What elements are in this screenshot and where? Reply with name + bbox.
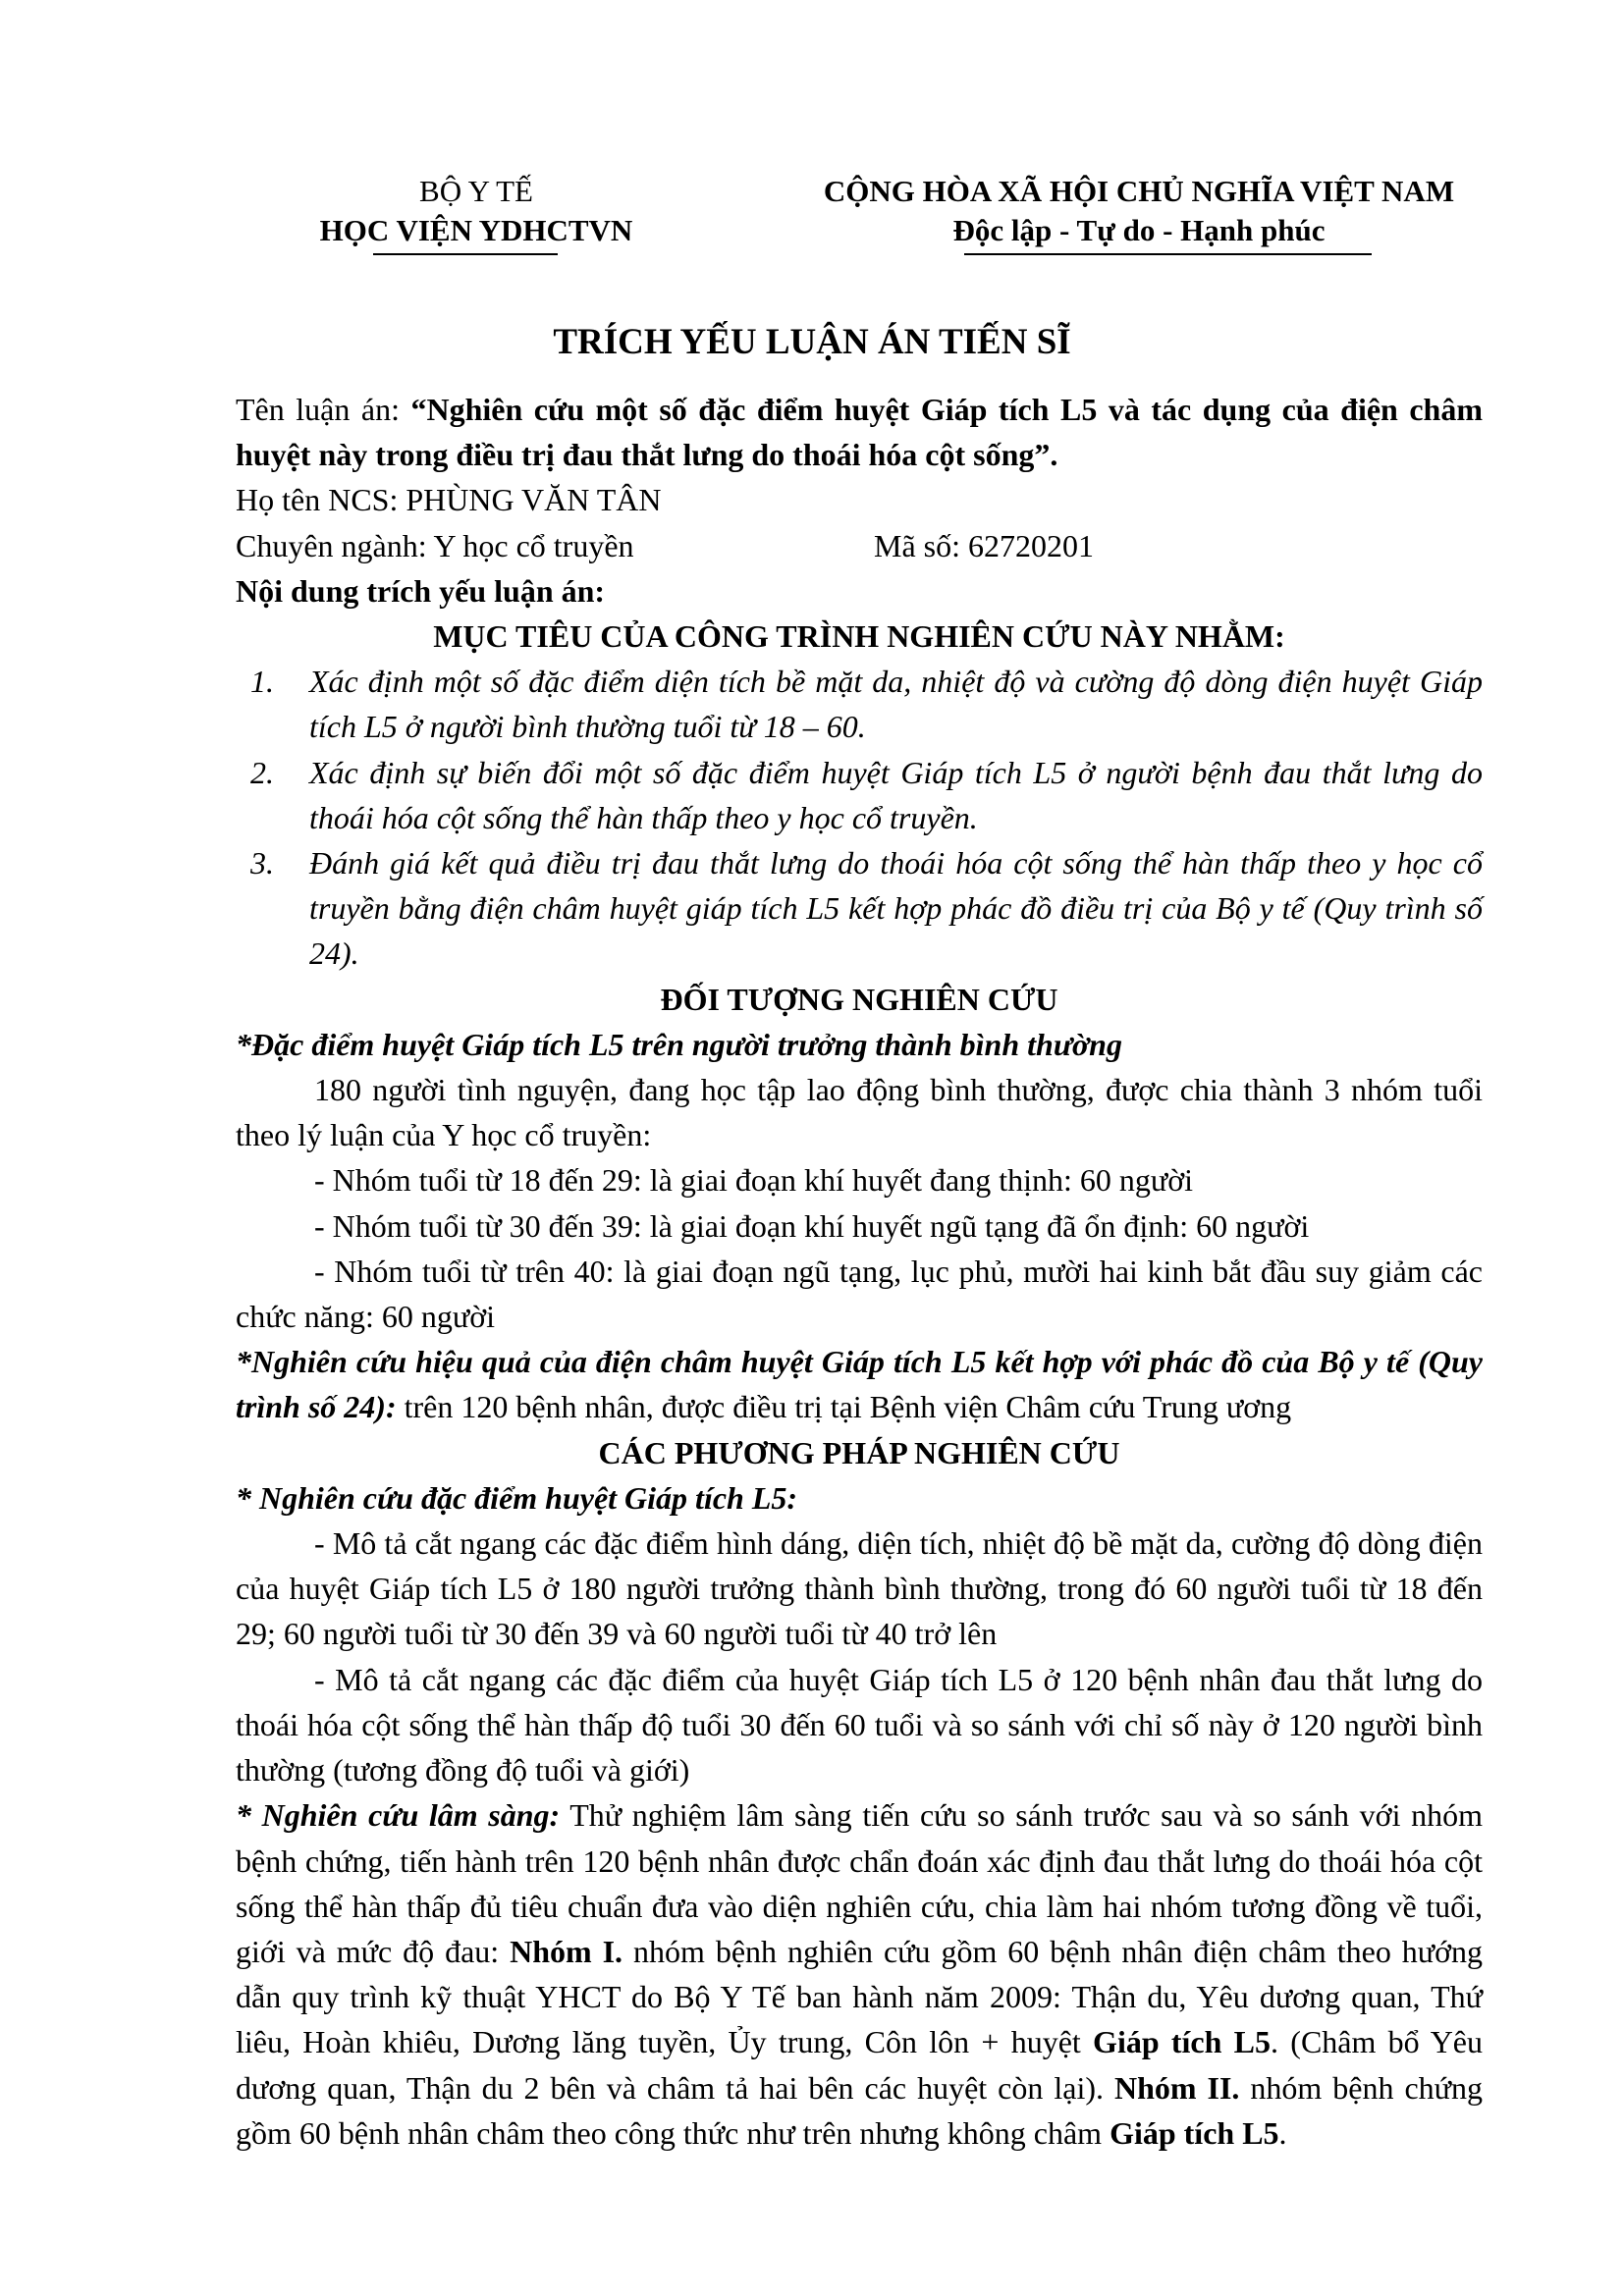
document-title: TRÍCH YẾU LUẬN ÁN TIẾN SĨ xyxy=(553,322,1071,362)
objectives-heading: MỤC TIÊU CỦA CÔNG TRÌNH NGHIÊN CỨU NÀY NHẰM: xyxy=(433,618,1285,655)
methods-clinical-paragraph xyxy=(236,1792,1483,2156)
major-line: Chuyên ngành: Y học cổ truyền xyxy=(236,527,634,563)
subjects-sub2-text: trên 120 bệnh nhân, được điều trị tại Bệnh viện Châm cứu Trung ương xyxy=(396,1389,1292,1425)
national-motto: Độc lập - Tự do - Hạnh phúc xyxy=(952,213,1326,247)
objective-number: 1. xyxy=(250,664,274,700)
institute-name: HỌC VIỆN YDHCTVN xyxy=(319,213,633,247)
acupoint-label: Giáp tích L5 xyxy=(1093,2024,1272,2060)
subjects-heading: ĐỐI TƯỢNG NGHIÊN CỨU xyxy=(660,981,1058,1017)
group-2-label: Nhóm II. xyxy=(1113,2069,1240,2106)
ministry-name: BỘ Y TẾ xyxy=(419,174,533,208)
content-label: Nội dung trích yếu luận án: xyxy=(236,572,606,609)
objective-text: Đánh giá kết quả điều trị đau thắt lưng do thoái hóa cột sống thể hàn thấp theo y học cổ truyền bằng điện châm huyệt giáp tích L5 kết hợp phác đồ điều trị của Bộ y tế (Quy trình số 24). xyxy=(309,845,1483,972)
methods-heading: CÁC PHƯƠNG PHÁP NGHIÊN CỨU xyxy=(598,1434,1120,1470)
subjects-p1: 180 người tình nguyện, đang học tập lao động bình thường, được chia thành 3 nhóm tuổi theo lý luận của Y học cổ truyền: xyxy=(236,1072,1483,1153)
objective-number: 3. xyxy=(250,845,274,881)
header-right xyxy=(746,172,1532,250)
group-1: - Nhóm tuổi từ 18 đến 29: là giai đoạn khí huyết đang thịnh: 60 người xyxy=(314,1162,1194,1199)
clinical-text-a: Thử nghiệm lâm sàng tiến cứu so sánh trước sau và so sánh với nhóm bệnh chứng, tiến hành trên 120 bệnh nhân được chẩn đoán xác định đau thắt lưng do thoái hóa cột sống thể hàn thấp đủ tiêu chuẩn đưa vào diện nghiên cứu, chia làm hai nhóm tương đồng về tuổi, giới và mức độ đau: xyxy=(236,1797,1484,1969)
header-left xyxy=(280,172,673,250)
clinical-text-d: nhóm bệnh chứng gồm 60 bệnh nhân châm theo công thức như trên nhưng không châm xyxy=(236,2069,1484,2151)
objective-text: Xác định sự biến đổi một số đặc điểm huyệt Giáp tích L5 ở người bệnh đau thắt lưng do thoái hóa cột sống thể hàn thấp theo y học cổ truyền. xyxy=(309,754,1483,835)
thesis-name-value: “Nghiên cứu một số đặc điểm huyệt Giáp tích L5 và tác dụng của điện châm huyệt này trong điều trị đau thắt lưng do thoái hóa cột sống”. xyxy=(236,392,1484,473)
subjects-sub2-label: *Nghiên cứu hiệu quả của điện châm huyệt Giáp tích L5 kết hợp với phác đồ của Bộ y tế (Quy trình số 24): xyxy=(236,1344,1483,1425)
major-row xyxy=(236,523,1483,568)
thesis-name xyxy=(236,387,1483,477)
methods-sub1: * Nghiên cứu đặc điểm huyệt Giáp tích L5: xyxy=(236,1479,798,1516)
objectives-list xyxy=(236,659,1483,976)
objective-text: Xác định một số đặc điểm diện tích bề mặt da, nhiệt độ và cường độ dòng điện huyệt Giáp tích L5 ở người bình thường tuổi từ 18 – 60. xyxy=(309,664,1483,745)
subjects-sub2-paragraph xyxy=(236,1339,1483,1429)
objective-item xyxy=(236,840,1483,977)
group-3: - Nhóm tuổi từ trên 40: là giai đoạn ngũ tạng, lục phủ, mười hai kinh bắt đầu suy giảm các chức năng: 60 người xyxy=(236,1253,1483,1335)
subjects-sub1: *Đặc điểm huyệt Giáp tích L5 trên người trưởng thành bình thường xyxy=(236,1026,1122,1062)
objective-number: 2. xyxy=(250,754,274,790)
code-line: Mã số: 62720201 xyxy=(874,527,1094,563)
country-name: CỘNG HÒA XÃ HỘI CHỦ NGHĨA VIỆT NAM xyxy=(823,174,1455,208)
group-2: - Nhóm tuổi từ 30 đến 39: là giai đoạn khí huyết ngũ tạng đã ổn định: 60 người xyxy=(314,1207,1310,1244)
clinical-text-e: . xyxy=(1278,2114,1287,2151)
institute-underline xyxy=(373,253,558,255)
clinical-text-b: nhóm bệnh nghiên cứu gồm 60 bệnh nhân điện châm theo hướng dẫn quy trình kỹ thuật YHCT do Bộ Y Tế ban hành năm 2009: Thận du, Yêu dương quan, Thứ liêu, Hoàn khiêu, Dương lăng tuyền, Ủy trung, Côn lôn + huyệt xyxy=(236,1933,1484,2060)
acupoint-label: Giáp tích L5 xyxy=(1110,2114,1279,2151)
methods-p1: - Mô tả cắt ngang các đặc điểm hình dáng, diện tích, nhiệt độ bề mặt da, cường độ dòng điện của huyệt Giáp tích L5 ở 180 người trưởng thành bình thường, trong đó 60 người tuổi từ 18 đến 29; 60 người tuổi từ 30 đến 39 và 60 người tuổi từ 40 trở lên xyxy=(236,1525,1483,1652)
objective-item xyxy=(236,750,1483,840)
methods-sub2-label: * Nghiên cứu lâm sàng: xyxy=(236,1797,561,1834)
thesis-name-label: Tên luận án: xyxy=(236,392,411,427)
methods-p2: - Mô tả cắt ngang các đặc điểm của huyệt Giáp tích L5 ở 120 bệnh nhân đau thắt lưng do thoái hóa cột sống thể hàn thấp độ tuổi 30 đến 60 tuổi và so sánh với chỉ số này ở 120 người bình thường (tương đồng độ tuổi và giới) xyxy=(236,1661,1483,1789)
motto-underline xyxy=(964,253,1372,255)
document-body xyxy=(236,387,1483,2156)
author-line: Họ tên NCS: PHÙNG VĂN TÂN xyxy=(236,482,662,518)
group-1-label: Nhóm I. xyxy=(510,1933,623,1969)
objective-item xyxy=(236,659,1483,749)
clinical-text-c: . (Châm bổ Yêu dương quan, Thận du 2 bên và châm tả hai bên các huyệt còn lại). xyxy=(236,2024,1484,2106)
